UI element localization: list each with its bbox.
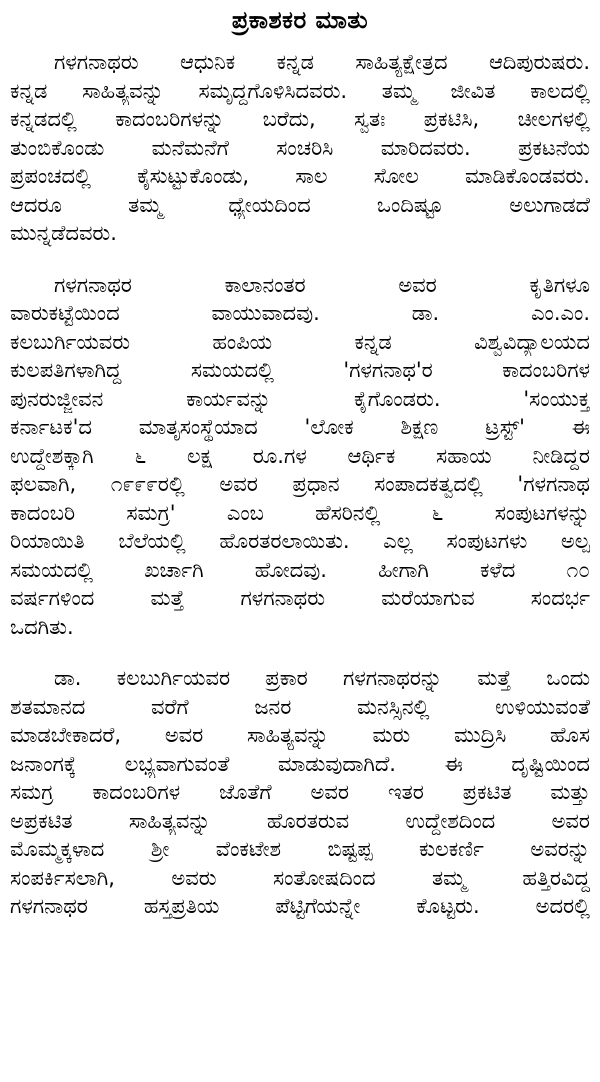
text-line: ಫಲವಾಗಿ, ೧೯೯೯ರಲ್ಲಿ ಅವರ ಪ್ರಧಾನ ಸಂಪಾದಕತ್ವದಲ್ಲಿ 'ಗಳಗನಾಥ (10, 472, 590, 496)
text-line: ರಿಯಾಯಿತಿ ಬೆಲೆಯಲ್ಲಿ ಹೊರತರಲಾಯಿತು. ಎಲ್ಲ ಸಂಪುಟಗಳು ಅಲ್ಪ (10, 529, 590, 553)
paragraph-gap (10, 248, 590, 271)
text-line: ಡಾ. ಕಲಬುರ್ಗಿಯವರ ಪ್ರಕಾರ ಗಳಗನಾಥರನ್ನು ಮತ್ತೆ ಒಂದು (54, 666, 590, 690)
text-line: ಸಮಯದಲ್ಲಿ ಖರ್ಚಾಗಿ ಹೋದವು. ಹೀಗಾಗಿ ಕಳೆದ ೧೦ (10, 557, 590, 582)
text-line: ಆದರೂ ತಮ್ಮ ಧ್ಯೇಯದಿಂದ ಒಂದಿಷ್ಟೂ ಅಲುಗಾಡದೆ (10, 192, 590, 217)
text-line: ವಾರುಕಟ್ಟೆಯಿಂದ ವಾಯುವಾದವು. ಡಾ. ಎಂ.ಎಂ. (10, 301, 590, 325)
text-line: ಶತಮಾನದ ವರೆಗೆ ಜನರ ಮನಸ್ಸಿನಲ್ಲಿ ಉಳಿಯುವಂತೆ (10, 694, 590, 719)
text-line: ಕನ್ನಡ ಸಾಹಿತ್ಯವನ್ನು ಸಮೃದ್ಧಗೊಳಿಸಿದವರು. ತಮ್ಮ ಜೀವಿತ ಕಾಲದಲ್ಲಿ (10, 78, 590, 103)
text-line: ಕರ್ನಾಟಕ'ದ ಮಾತೃಸಂಸ್ಥೆಯಾದ 'ಲೋಕ ಶಿಕ್ಷಣ ಟ್ರಸ್ಟ್' ಈ (10, 415, 590, 439)
paragraph-1 (10, 48, 590, 248)
text-line: ಗಳಗನಾಥರು ಆಧುನಿಕ ಕನ್ನಡ ಸಾಹಿತ್ಯಕ್ಷೇತ್ರದ ಆದಿಪುರುಷರು. (54, 50, 590, 74)
text-line: ಅಪ್ರಕಟಿತ ಸಾಹಿತ್ಯವನ್ನು ಹೊರತರುವ ಉದ್ದೇಶದಿಂದ ಅವರ (10, 808, 590, 833)
text-line: ಗಳಗನಾಥರ ಕಾಲಾನಂತರ ಅವರ ಕೃತಿಗಳೂ (54, 272, 590, 297)
text-line: ಪುನರುಜ್ಜೀವನ ಕಾರ್ಯವನ್ನು ಕೈಗೊಂಡರು. 'ಸಂಯುಕ್ತ (10, 386, 590, 411)
text-line: ಕನ್ನಡದಲ್ಲಿ ಕಾದಂಬರಿಗಳನ್ನು ಬರೆದು, ಸ್ವತಃ ಪ್ರಕಟಿಸಿ, ಚೀಲಗಳಲ್ಲಿ (10, 107, 590, 131)
text-line: ಒದಗಿತು. (10, 614, 74, 639)
text-line: ಮುನ್ನಡೆದವರು. (10, 221, 117, 245)
page-title: ಪ್ರಕಾಶಕರ ಮಾತು (231, 6, 369, 34)
text-line: ಕಾದಂಬರಿ ಸಮಗ್ರ' ಎಂಬ ಹೆಸರಿನಲ್ಲಿ ೬ ಸಂಪುಟಗಳನ್ನು (10, 500, 590, 525)
text-line: ಸಮಗ್ರ ಕಾದಂಬರಿಗಳ ಜೊತೆಗೆ ಅವರ ಇತರ ಪ್ರಕಟಿತ ಮತ್ತು (10, 780, 590, 804)
text-line: ಮೊಮ್ಮಕ್ಕಳಾದ ಶ್ರೀ ವೆಂಕಟೇಶ ಬಿಷ್ಟಪ್ಪ ಕುಲಕರ್ಣಿ ಅವರನ್ನು (10, 837, 590, 861)
paragraph-gap (10, 641, 590, 664)
paragraph-3 (10, 664, 590, 921)
paragraph-2 (10, 271, 590, 642)
text-line: ಗಳಗನಾಥರ ಹಸ್ತಪ್ರತಿಯ ಪೆಟ್ಟಿಗೆಯನ್ನೇ ಕೊಟ್ಟರು. ಅದರಲ್ಲಿ (10, 894, 590, 918)
text-line: ಜನಾಂಗಕ್ಕೆ ಲಭ್ಯವಾಗುವಂತೆ ಮಾಡುವುದಾಗಿದೆ. ಈ ದೃಷ್ಟಿಯಿಂದ (10, 751, 590, 776)
text-line: ಕುಲಪತಿಗಳಾಗಿದ್ದ ಸಮಯದಲ್ಲಿ 'ಗಳಗನಾಥ'ರ ಕಾದಂಬರಿಗಳ (10, 358, 590, 382)
text-line: ತುಂಬಿಕೊಂಡು ಮನೆಮನೆಗೆ ಸಂಚರಿಸಿ ಮಾರಿದವರು. ಪ್ರಕಟನೆಯ (10, 135, 590, 160)
text-line: ಕಲಬುರ್ಗಿಯವರು ಹಂಪಿಯ ಕನ್ನಡ ವಿಶ್ವವಿದ್ಯಾಲಯದ (10, 329, 590, 354)
text-line: ಪ್ರಪಂಚದಲ್ಲಿ ಕೈಸುಟ್ಟುಕೊಂಡು, ಸಾಲ ಸೋಲ ಮಾಡಿಕೊಂಡವರು. (10, 164, 590, 188)
text-line: ಉದ್ದೇಶಕ್ಕಾಗಿ ೬ ಲಕ್ಷ ರೂ.ಗಳ ಆರ್ಥಿಕ ಸಹಾಯ ನೀಡಿದ್ದರ (10, 443, 590, 468)
text-line: ವರ್ಷಗಳಿಂದ ಮತ್ತೆ ಗಳಗನಾಥರು ಮರೆಯಾಗುವ ಸಂದರ್ಭ (10, 586, 590, 610)
text-line: ಮಾಡಬೇಕಾದರೆ, ಅವರ ಸಾಹಿತ್ಯವನ್ನು ಮರು ಮುದ್ರಿಸಿ ಹೊಸ (10, 723, 590, 747)
text-line: ಸಂಪರ್ಕಿಸಲಾಗಿ, ಅವರು ಸಂತೋಷದಿಂದ ತಮ್ಮ ಹತ್ತಿರವಿದ್ದ (10, 865, 590, 890)
